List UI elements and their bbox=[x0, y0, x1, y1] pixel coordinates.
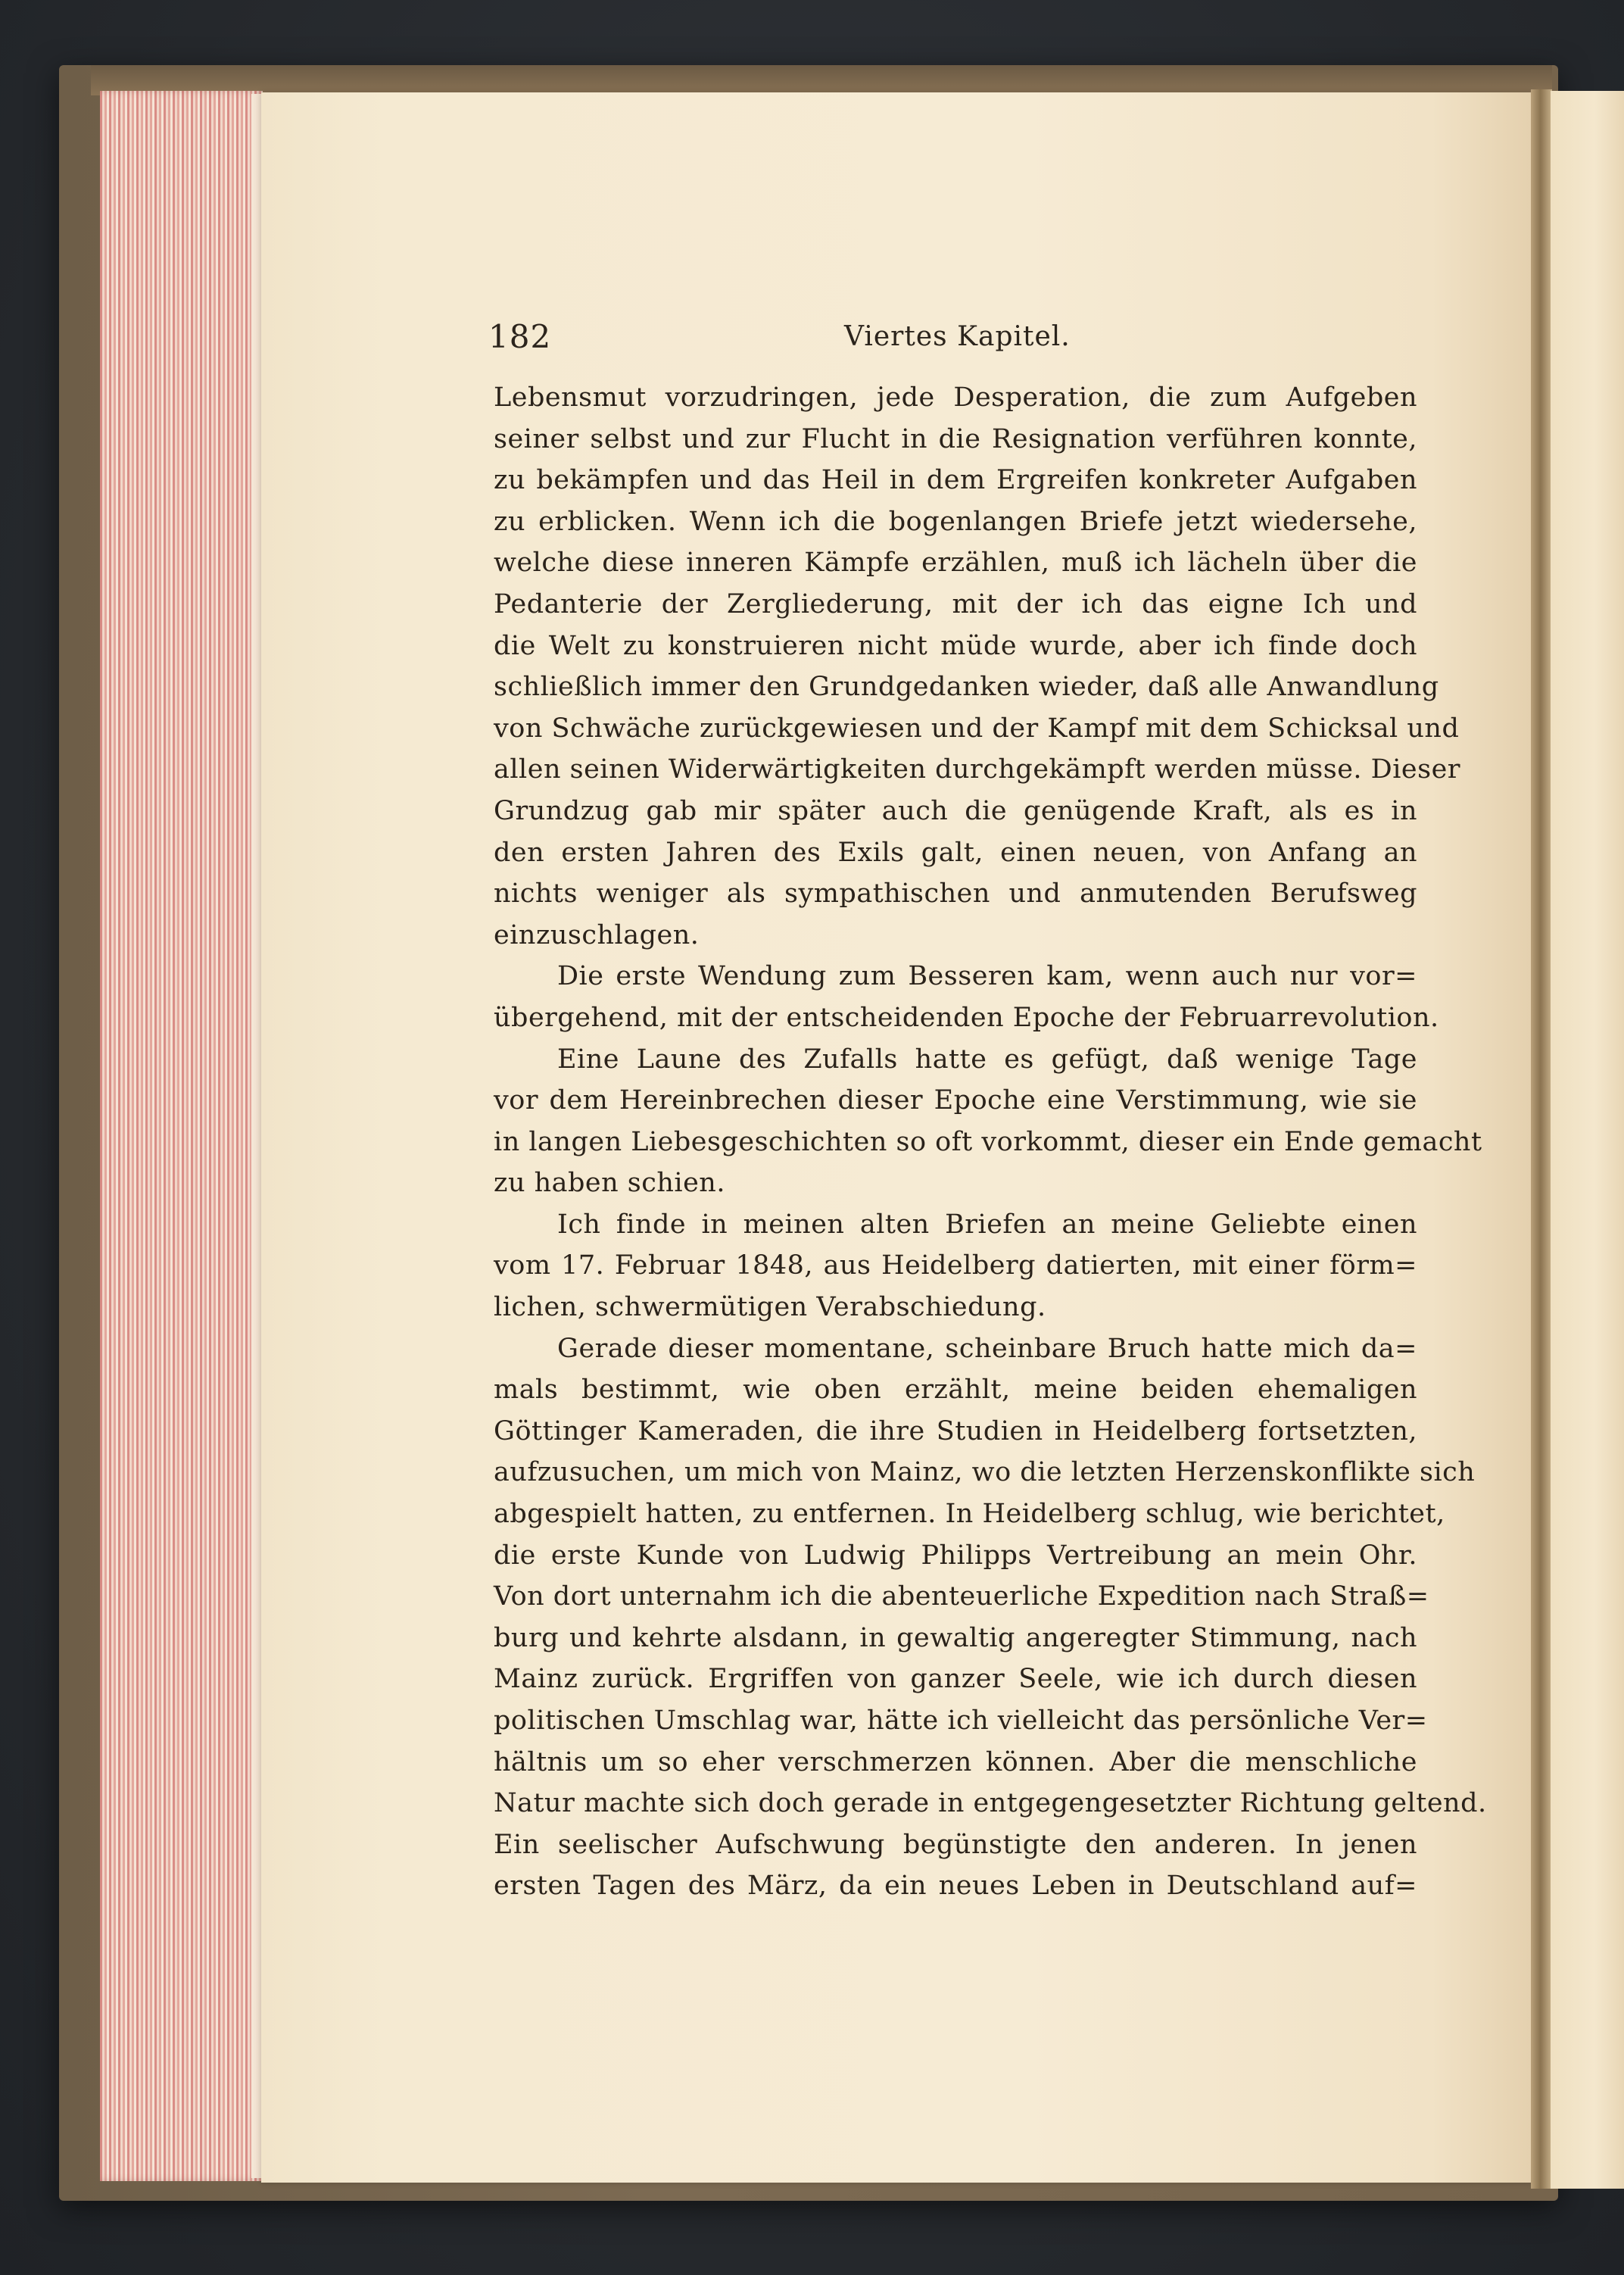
running-head: Viertes Kapitel. bbox=[844, 321, 1071, 352]
text-line: zu haben schien. bbox=[494, 1168, 725, 1199]
text-line: die Welt zu konstruieren nicht müde wurde, aber ich finde doch bbox=[494, 630, 1417, 661]
body-text bbox=[494, 377, 1487, 1907]
text-line: in langen Liebesgeschichten so oft vorkommt, dieser ein Ende gemacht bbox=[494, 1126, 1482, 1157]
text-line: zu erblicken. Wenn ich die bogenlangen Briefe jetzt wiedersehe, bbox=[494, 506, 1417, 537]
page-header bbox=[488, 318, 1420, 364]
page-edges bbox=[100, 91, 263, 2181]
book-gutter bbox=[1531, 89, 1552, 2189]
text-line: Die erste Wendung zum Besseren kam, wenn auch nur vor= bbox=[557, 961, 1417, 992]
book-cover-top-edge bbox=[91, 65, 1552, 95]
text-line: burg und kehrte alsdann, in gewaltig angeregter Stimmung, nach bbox=[494, 1622, 1417, 1653]
text-line: übergehend, mit der entscheidenden Epoche der Februarrevolution. bbox=[494, 1002, 1439, 1033]
facing-page bbox=[1551, 91, 1624, 2189]
text-line: mals bestimmt, wie oben erzählt, meine beiden ehemaligen bbox=[494, 1375, 1417, 1406]
text-line: hältnis um so eher verschmerzen können. Aber die menschliche bbox=[494, 1746, 1417, 1777]
text-line: Mainz zurück. Ergriffen von ganzer Seele, wie ich durch diesen bbox=[494, 1664, 1417, 1695]
text-line: lichen, schwermütigen Verabschiedung. bbox=[494, 1292, 1046, 1323]
page-number: 182 bbox=[488, 318, 552, 355]
text-line: allen seinen Widerwärtigkeiten durchgekämpft werden müsse. Dieser bbox=[494, 754, 1461, 785]
text-line: Grundzug gab mir später auch die genügende Kraft, als es in bbox=[494, 795, 1417, 826]
text-line: politischen Umschlag war, hätte ich vielleicht das persönliche Ver= bbox=[494, 1705, 1428, 1736]
text-line: Lebensmut vorzudringen, jede Desperation, die zum Aufgeben bbox=[494, 382, 1417, 413]
text-line: einzuschlagen. bbox=[494, 919, 700, 950]
text-line: vor dem Hereinbrechen dieser Epoche eine Verstimmung, wie sie bbox=[494, 1085, 1417, 1116]
text-line: ersten Tagen des März, da ein neues Leben in Deutschland auf= bbox=[494, 1871, 1417, 1902]
text-line: Eine Laune des Zufalls hatte es gefügt, daß wenige Tage bbox=[557, 1044, 1417, 1075]
text-line: von Schwäche zurückgewiesen und der Kampf mit dem Schicksal und bbox=[494, 713, 1460, 744]
text-line: schließlich immer den Grundgedanken wieder, daß alle Anwandlung bbox=[494, 672, 1439, 703]
text-line: welche diese inneren Kämpfe erzählen, muß ich lächeln über die bbox=[494, 548, 1417, 579]
text-line: Von dort unternahm ich die abenteuerliche Expedition nach Straß= bbox=[494, 1581, 1429, 1612]
text-line: Gerade dieser momentane, scheinbare Bruch hatte mich da= bbox=[557, 1333, 1417, 1364]
text-line: nichts weniger als sympathischen und anmutenden Berufsweg bbox=[494, 878, 1417, 910]
text-line: seiner selbst und zur Flucht in die Resignation verführen konnte, bbox=[494, 423, 1417, 454]
text-line: aufzusuchen, um mich von Mainz, wo die letzten Herzenskonflikte sich bbox=[494, 1457, 1476, 1488]
text-line: Göttinger Kameraden, die ihre Studien in Heidelberg fortsetzten, bbox=[494, 1415, 1417, 1446]
text-line: Ich finde in meinen alten Briefen an meine Geliebte einen bbox=[557, 1209, 1417, 1240]
text-line: vom 17. Februar 1848, aus Heidelberg datierten, mit einer förm= bbox=[494, 1250, 1417, 1281]
text-line: Pedanterie der Zergliederung, mit der ich das eigne Ich und bbox=[494, 588, 1417, 619]
text-line: abgespielt hatten, zu entfernen. In Heidelberg schlug, wie berichtet, bbox=[494, 1499, 1445, 1530]
text-line: zu bekämpfen und das Heil in dem Ergreifen konkreter Aufgaben bbox=[494, 465, 1417, 496]
text-line: Ein seelischer Aufschwung begünstigte den anderen. In jenen bbox=[494, 1829, 1417, 1860]
text-line: Natur machte sich doch gerade in entgegengesetzter Richtung geltend. bbox=[494, 1788, 1487, 1819]
text-line: den ersten Jahren des Exils galt, einen neuen, von Anfang an bbox=[494, 837, 1417, 868]
text-line: die erste Kunde von Ludwig Philipps Vertreibung an mein Ohr. bbox=[494, 1540, 1417, 1571]
